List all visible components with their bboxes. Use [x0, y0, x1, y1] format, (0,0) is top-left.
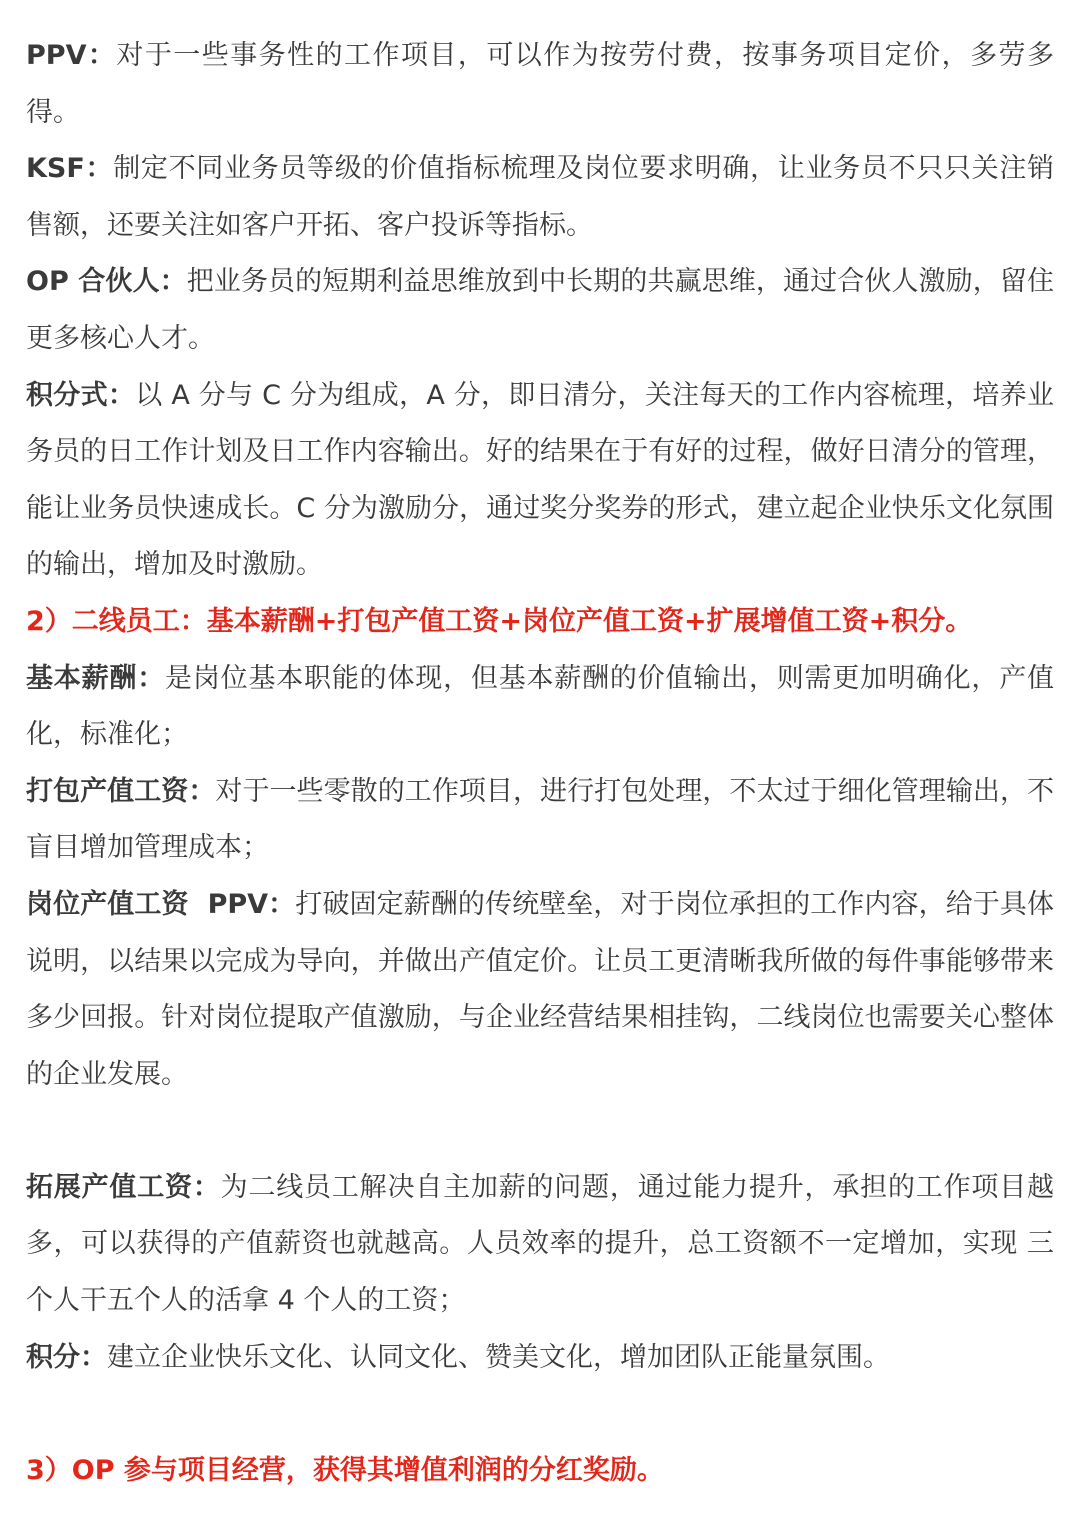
term-base-salary: 基本薪酬：: [26, 662, 166, 694]
blank-line: [26, 1386, 1054, 1443]
paragraph-package-output-wage: [26, 764, 1054, 877]
paragraph-op-partner: [26, 254, 1054, 367]
text-points-system: 以 A 分与 C 分为组成，A 分，即日清分，关注每天的工作内容梳理，培养业务员的日工作计划及日工作内容输出。好的结果在于有好的过程，做好日清分的管理，能让业务员快速成长。C 分为激励分，通过奖分奖券的形式，建立起企业快乐文化氛围的输出，增加及时激励。: [26, 379, 1054, 581]
paragraph-base-salary: [26, 651, 1054, 764]
section-heading-second-line-staff: 2）二线员工：基本薪酬+打包产值工资+岗位产值工资+扩展增值工资+积分。: [26, 605, 973, 637]
text-points: 建立企业快乐文化、认同文化、赞美文化，增加团队正能量氛围。: [107, 1341, 890, 1373]
text-expansion-output-wage: 为二线员工解决自主加薪的问题，通过能力提升，承担的工作项目越多，可以获得的产值薪资也就越高。人员效率的提升，总工资额不一定增加，实现 三个人干五个人的活拿 4 个人的工资；: [26, 1171, 1055, 1317]
paragraph-points: [26, 1330, 1054, 1387]
term-ppv: PPV：: [26, 40, 117, 71]
term-op-partner: OP 合伙人：: [26, 266, 187, 298]
paragraph-points-system: [26, 368, 1054, 594]
paragraph-ksf: [26, 141, 1054, 254]
term-ksf: KSF：: [26, 153, 114, 185]
paragraph-post-output-wage: [26, 877, 1054, 1103]
text-ppv: 对于一些事务性的工作项目，可以作为按劳付费，按事务项目定价，多劳多得。: [26, 40, 1054, 128]
blank-line: [26, 1103, 1054, 1160]
paragraph-expansion-output-wage: [26, 1160, 1054, 1330]
term-post-output-wage: 岗位产值工资 PPV：: [26, 888, 296, 920]
text-op-partner: 把业务员的短期利益思维放到中长期的共赢思维，通过合伙人激励，留住更多核心人才。: [26, 266, 1054, 354]
term-points-system: 积分式：: [26, 379, 136, 411]
section-heading-op-project: 3）OP 参与项目经营，获得其增值利润的分红奖励。: [26, 1454, 664, 1486]
paragraph-ppv: [26, 28, 1054, 141]
term-points: 积分：: [26, 1341, 107, 1373]
text-package-output-wage: 对于一些零散的工作项目，进行打包处理，不太过于细化管理输出，不盲目增加管理成本；: [26, 775, 1055, 864]
text-base-salary: 是岗位基本职能的体现，但基本薪酬的价值输出，则需更加明确化，产值化，标准化；: [26, 662, 1055, 751]
term-package-output-wage: 打包产值工资：: [26, 775, 216, 807]
text-post-output-wage: 打破固定薪酬的传统壁垒，对于岗位承担的工作内容，给于具体说明，以结果以完成为导向，并做出产值定价。让员工更清晰我所做的每件事能够带来多少回报。针对岗位提取产值激励，与企业经营结果相挂钩，二线岗位也需要关心整体的企业发展。: [26, 888, 1054, 1090]
text-ksf: 制定不同业务员等级的价值指标梳理及岗位要求明确，让业务员不只只关注销售额，还要关注如客户开拓、客户投诉等指标。: [26, 153, 1055, 241]
term-expansion-output-wage: 拓展产值工资：: [26, 1171, 221, 1203]
